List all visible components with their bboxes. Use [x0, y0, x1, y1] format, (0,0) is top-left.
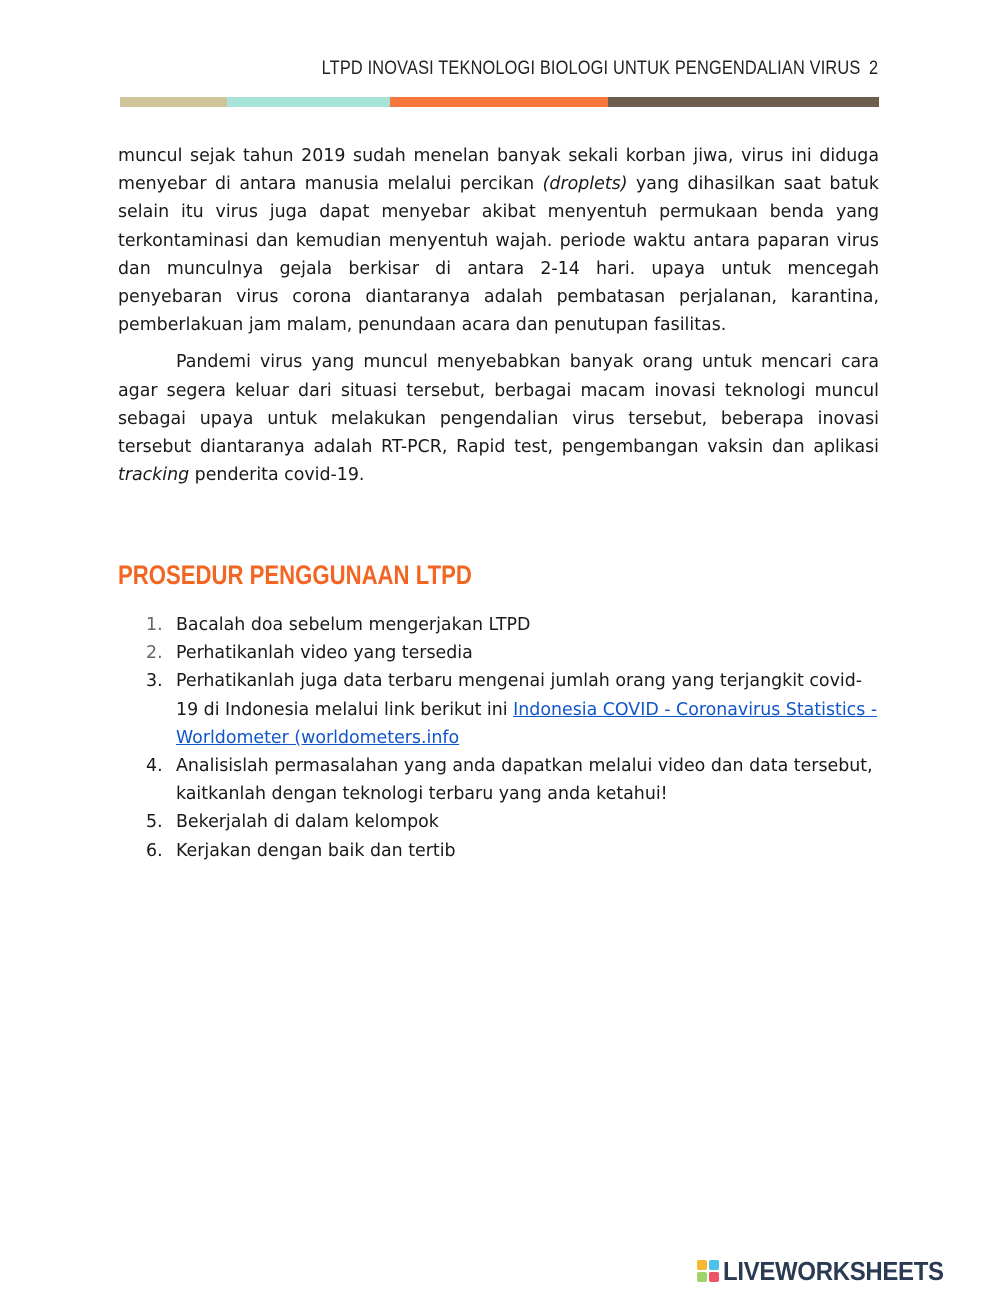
list-item-text: Perhatikanlah video yang tersedia — [176, 643, 473, 664]
color-bar-segment-4 — [608, 97, 879, 107]
list-item — [118, 667, 879, 752]
list-item — [118, 639, 879, 667]
page-number: 2 — [868, 58, 878, 79]
worldometer-link[interactable]: Indonesia COVID - Coronavirus Statistics - Worldometer (worldometers.info — [176, 699, 878, 748]
list-item-number: 1. — [146, 615, 163, 635]
list-item-number: 6. — [146, 840, 163, 861]
header-color-bar — [120, 97, 879, 107]
list-item-text: Kerjakan dengan baik dan tertib — [176, 840, 456, 861]
list-item — [118, 808, 879, 836]
paragraph-2-part-1: Pandemi virus yang muncul menyebabkan banyak orang untuk mencari cara agar segera keluar dari situasi tersebut, berbagai macam inovasi teknologi muncul sebagai upaya untuk melakukan pengendalian virus tersebut, beberapa inovasi tersebut diantaranya adalah RT-PCR, Rapid test, pengembangan vaksin dan aplikasi — [118, 352, 879, 458]
liveworksheets-logo-icon — [697, 1260, 719, 1282]
color-bar-segment-1 — [120, 97, 227, 107]
list-item-text: Perhatikanlah juga data terbaru mengenai jumlah orang yang terjangkit covid-19 di Indonesia melalui link berikut ini — [176, 671, 863, 720]
paragraph-1 — [118, 142, 879, 339]
paragraph-2-italic: tracking — [118, 465, 190, 486]
list-item-number: 2. — [146, 643, 163, 664]
section-title: PROSEDUR PENGGUNAAN LTPD — [118, 560, 472, 590]
list-item-number: 4. — [146, 756, 163, 777]
list-item — [118, 752, 879, 808]
list-item — [118, 837, 879, 865]
body-text — [118, 142, 879, 489]
list-item-number: 5. — [146, 812, 163, 833]
paragraph-1-part-2: yang dihasilkan saat batuk selain itu virus juga dapat menyebar akibat menyentuh permukaan benda yang terkontaminasi dan kemudian menyentuh wajah. periode waktu antara paparan virus dan munculnya gejala berkisar di antara 2-14 hari. upaya untuk mencegah penyebaran virus corona diantaranya adalah pembatasan perjalanan, karantina, pemberlakuan jam malam, penundaan acara dan penutupan fasilitas. — [118, 174, 879, 336]
logo-square-i — [709, 1260, 719, 1270]
paragraph-1-part-1: muncul sejak tahun 2019 sudah menelan banyak sekali korban jiwa, virus ini diduga menyebar di antara manusia melalui percikan — [118, 146, 879, 195]
list-item-text: Analisislah permasalahan yang anda dapatkan melalui video dan data tersebut, kaitkanlah dengan teknologi terbaru yang anda ketahui! — [176, 756, 873, 805]
liveworksheets-brand — [697, 1253, 997, 1289]
paragraph-1-italic: (droplets) — [542, 174, 628, 195]
logo-square-l — [697, 1260, 707, 1270]
page-header — [321, 58, 878, 80]
list-item-number: 3. — [146, 671, 163, 692]
procedure-list — [118, 611, 879, 865]
list-item — [118, 611, 879, 639]
list-item-text: Bacalah doa sebelum mengerjakan LTPD — [176, 615, 531, 635]
color-bar-segment-3 — [390, 97, 608, 107]
header-title: LTPD INOVASI TEKNOLOGI BIOLOGI UNTUK PENGENDALIAN VIRUS — [321, 58, 861, 79]
logo-square-v — [697, 1272, 707, 1282]
paragraph-2-part-2: penderita covid-19. — [189, 465, 365, 486]
color-bar-segment-2 — [227, 97, 390, 107]
paragraph-2 — [118, 348, 879, 489]
brand-name: LIVEWORKSHEETS — [723, 1255, 944, 1286]
logo-square-e — [709, 1272, 719, 1282]
list-item-text: Bekerjalah di dalam kelompok — [176, 812, 439, 833]
